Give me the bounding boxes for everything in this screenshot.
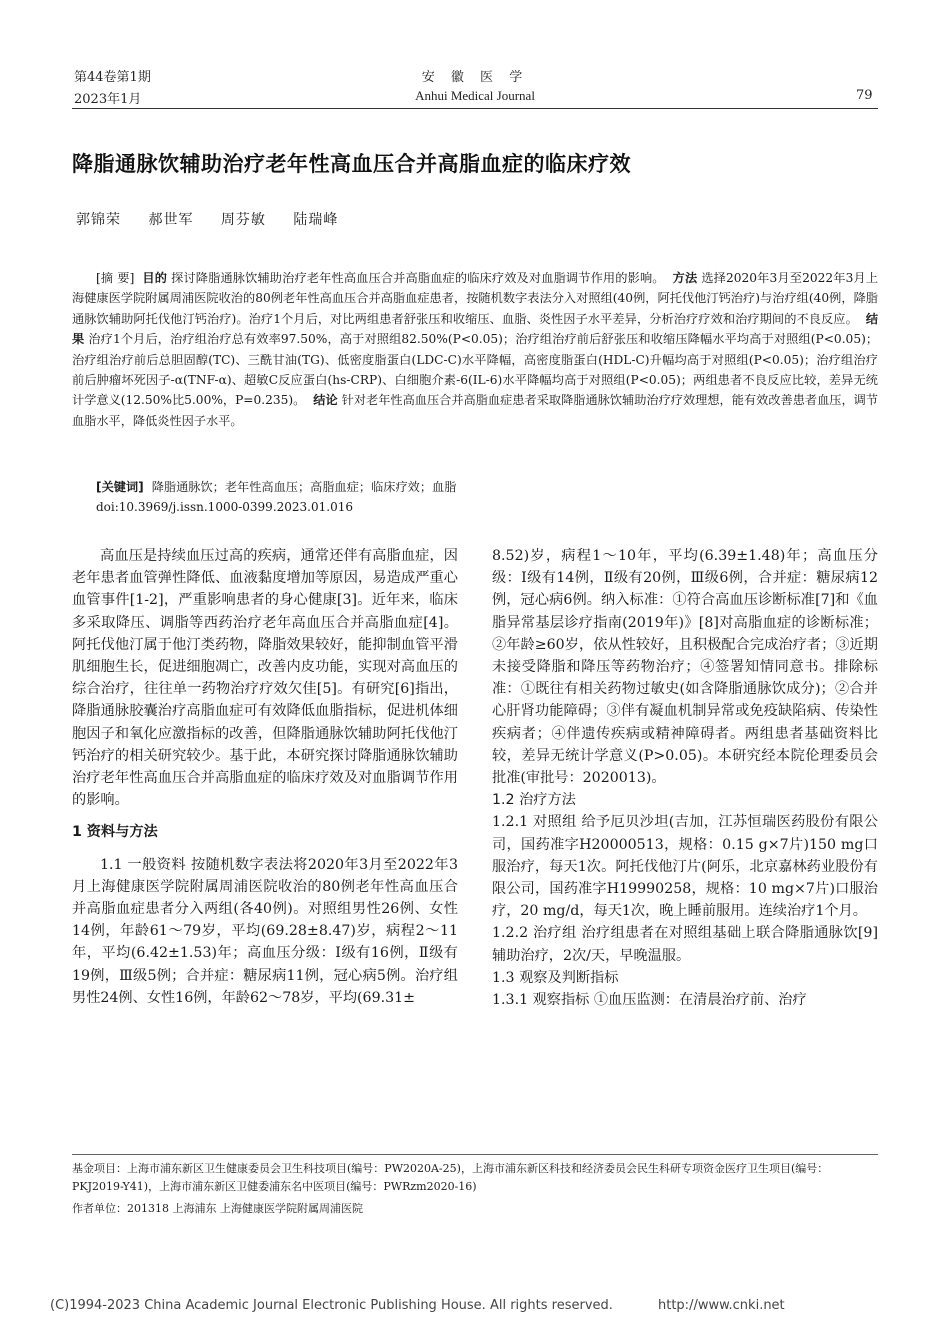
method-text: 选择2020年3月至2022年3月上海健康医学院附属周浦医院收治的80例老年性高血压合并高脂血症患者，按随机数字表法分入对照组(40例，阿托伐他汀钙治疗)与治疗组(40例，降脂通脉饮辅助阿托伐他汀钙治疗)。治疗1个月后，对比两组患者舒张压和收缩压、血脂、炎性因子水平差异，分析治疗疗效和治疗期间的不良反应。 xyxy=(72,271,879,326)
paper-title: 降脂通脉饮辅助治疗老年性高血压合并高脂血症的临床疗效 xyxy=(72,152,631,176)
author: 郭锦荣 xyxy=(76,212,121,228)
fund-text: 上海市浦东新区卫生健康委员会卫生科技项目(编号：PW2020A-25)，上海市浦东新区科技和经济委员会民生科研专项资金医疗卫生项目(编号：PKJ2019-Y41)，上海市浦东新区卫健委浦东名中医项目(编号：PWRzm2020-16) xyxy=(72,1162,829,1193)
footnote-rule xyxy=(72,1154,878,1155)
author-unit-note xyxy=(72,1200,878,1218)
conclusion-text: 针对老年性高血压合并高脂血症患者采取降脂通脉饮辅助治疗疗效理想，能有效改善患者血压，调节血脂水平，降低炎性因子水平。 xyxy=(72,393,879,428)
intro-paragraph: 高血压是持续血压过高的疾病，通常还伴有高脂血症，因老年患者血管弹性降低、血液黏度增加等原因，易造成严重心血管事件[1-2]，严重影响患者的身心健康[3]。近年来，临床多采取降压、调脂等西药治疗老年高血压合并高脂血症[4]。阿托伐他汀属于他汀类药物，降脂效果较好，能抑制血管平滑肌细胞生长，促进细胞凋亡，改善内皮功能，实现对高血压的综合治疗，往往单一药物治疗疗效欠佳[5]。有研究[6]指出，降脂通脉胶囊治疗高脂血症可有效降低血脂指标，促进机体细胞因子和氧化应激指标的改善，但降脂通脉饮辅助阿托伐他汀钙治疗的相关研究较少。基于此，本研究探讨降脂通脉饮辅助治疗老年性高血压合并高脂血症的临床疗效及对血脂调节作用的影响。 xyxy=(72,548,458,809)
publication-date: 2023年1月 xyxy=(74,92,142,107)
continued-paragraph: 8.52)岁，病程1～10年，平均(6.39±1.48)年；高血压分级：Ⅰ级有14例，Ⅱ级有20例，Ⅲ级6例，合并症：糖尿病12例，冠心病6例。纳入标准：①符合高血压诊断标准[7]和《血脂异常基层诊疗指南(2019年)》[8]对高脂血症的诊断标准；②年龄≥60岁，依从性较好，且积极配合完成治疗者；③近期未接受降脂和降压等药物治疗；④签署知情同意书。排除标准：①既往有相关药物过敏史(如含降脂通脉饮成分)；②合并心肝肾功能障碍；③伴有凝血机制异常或免疫缺陷病、传染性疾病者；④伴遗传疾病或精神障碍者。两组患者基础资料比较，差异无统计学意义(P>0.05)。本研究经本院伦理委员会批准(审批号：2020013)。 xyxy=(492,548,878,787)
keywords-text: 降脂通脉饮；老年性高血压；高脂血症；临床疗效；血脂 xyxy=(151,480,457,494)
objective-label: 目的 xyxy=(142,271,168,285)
cnki-link[interactable]: http://www.cnki.net xyxy=(658,1298,785,1313)
left-column xyxy=(72,545,458,1009)
observation-paragraph: 1.3.1 观察指标 ①血压监测：在清晨治疗前、治疗 xyxy=(492,992,807,1009)
fund-note xyxy=(72,1160,878,1195)
conclusion-label: 结论 xyxy=(313,393,338,408)
right-column xyxy=(492,545,878,1011)
objective-text: 探讨降脂通脉饮辅助治疗老年性高血压合并高脂血症的临床疗效及对血脂调节作用的影响。 xyxy=(171,271,665,285)
method-label: 方法 xyxy=(672,271,698,285)
control-group-paragraph: 1.2.1 对照组 给予厄贝沙坦(吉加，江苏恒瑞医药股份有限公司，国药准字H20000513，规格：0.15 g×7片)150 mg口服治疗，每天1次。阿托伐他汀片(阿乐，北京嘉林药业股份有限公司，国药准字H19990258，规格：10 mg×7片)口服治疗，20 mg/d，每天1次，晚上睡前服用。连续治疗1个月。 xyxy=(492,814,878,920)
keywords xyxy=(96,478,456,495)
volume-issue: 第44卷第1期 xyxy=(74,70,151,85)
subsection-heading: 1.2 治疗方法 xyxy=(492,792,576,809)
abstract-label: [摘 要] xyxy=(96,271,135,285)
author: 周芬敏 xyxy=(220,212,266,228)
result-label: 结果 xyxy=(72,311,879,347)
section-heading: 1 资料与方法 xyxy=(72,824,158,841)
keywords-label: [关键词] xyxy=(96,480,144,494)
general-data-paragraph: 1.1 一般资料 按随机数字表法将2020年3月至2022年3月上海健康医学院附属周浦医院收治的80例老年性高血压合并高脂血症患者分入两组(各40例)。对照组男性26例、女性14例，年龄61～79岁，平均(69.28±8.47)岁，病程2～11年，平均(6.42±1.53)年；高血压分级：Ⅰ级有16例，Ⅱ级有19例，Ⅲ级5例；合并症：糖尿病11例，冠心病5例。治疗组男性24例、女性16例，年龄62～78岁，平均(69.31± xyxy=(72,856,458,1006)
unit-text: 201318 上海浦东 上海健康医学院附属周浦医院 xyxy=(127,1202,363,1215)
unit-label: 作者单位： xyxy=(72,1202,127,1215)
journal-name-cn: 安 徽 医 学 xyxy=(421,70,529,85)
header-rule xyxy=(72,108,878,109)
journal-name-en: Anhui Medical Journal xyxy=(415,88,535,103)
treatment-group-paragraph: 1.2.2 治疗组 治疗组患者在对照组基础上联合降脂通脉饮[9]辅助治疗，2次/天，早晚温服。 xyxy=(492,925,878,964)
author: 郝世军 xyxy=(148,212,194,228)
doi: doi:10.3969/j.issn.1000-0399.2023.01.016 xyxy=(96,500,353,514)
copyright-notice: (C)1994-2023 China Academic Journal Electronic Publishing House. All rights reserved. xyxy=(50,1298,613,1313)
page-number: 79 xyxy=(856,88,873,103)
result-text: 治疗1个月后，治疗组治疗总有效率97.50%，高于对照组82.50%(P<0.05)；治疗组治疗前后舒张压和收缩压降幅水平均高于对照组(P<0.05)；治疗组治疗前后总胆固醇(TC)、三酰甘油(TG)、低密度脂蛋白(LDC-C)水平降幅，高密度脂蛋白(HDL-C)升幅均高于对照组(P<0.05)；治疗组治疗前后肿瘤坏死因子-α(TNF-α)、超敏C反应蛋白(hs-CRP)、白细胞介素-6(IL-6)水平降幅均高于对照组(P<0.05)；两组患者不良反应比较，差异无统计学意义(12.50%比5.00%，P=0.235)。 xyxy=(72,332,879,408)
author: 陆瑞峰 xyxy=(293,212,339,228)
subsection-heading: 1.3 观察及判断指标 xyxy=(492,969,619,986)
abstract xyxy=(72,268,878,431)
author-list xyxy=(76,209,360,229)
fund-label: 基金项目： xyxy=(72,1162,127,1175)
